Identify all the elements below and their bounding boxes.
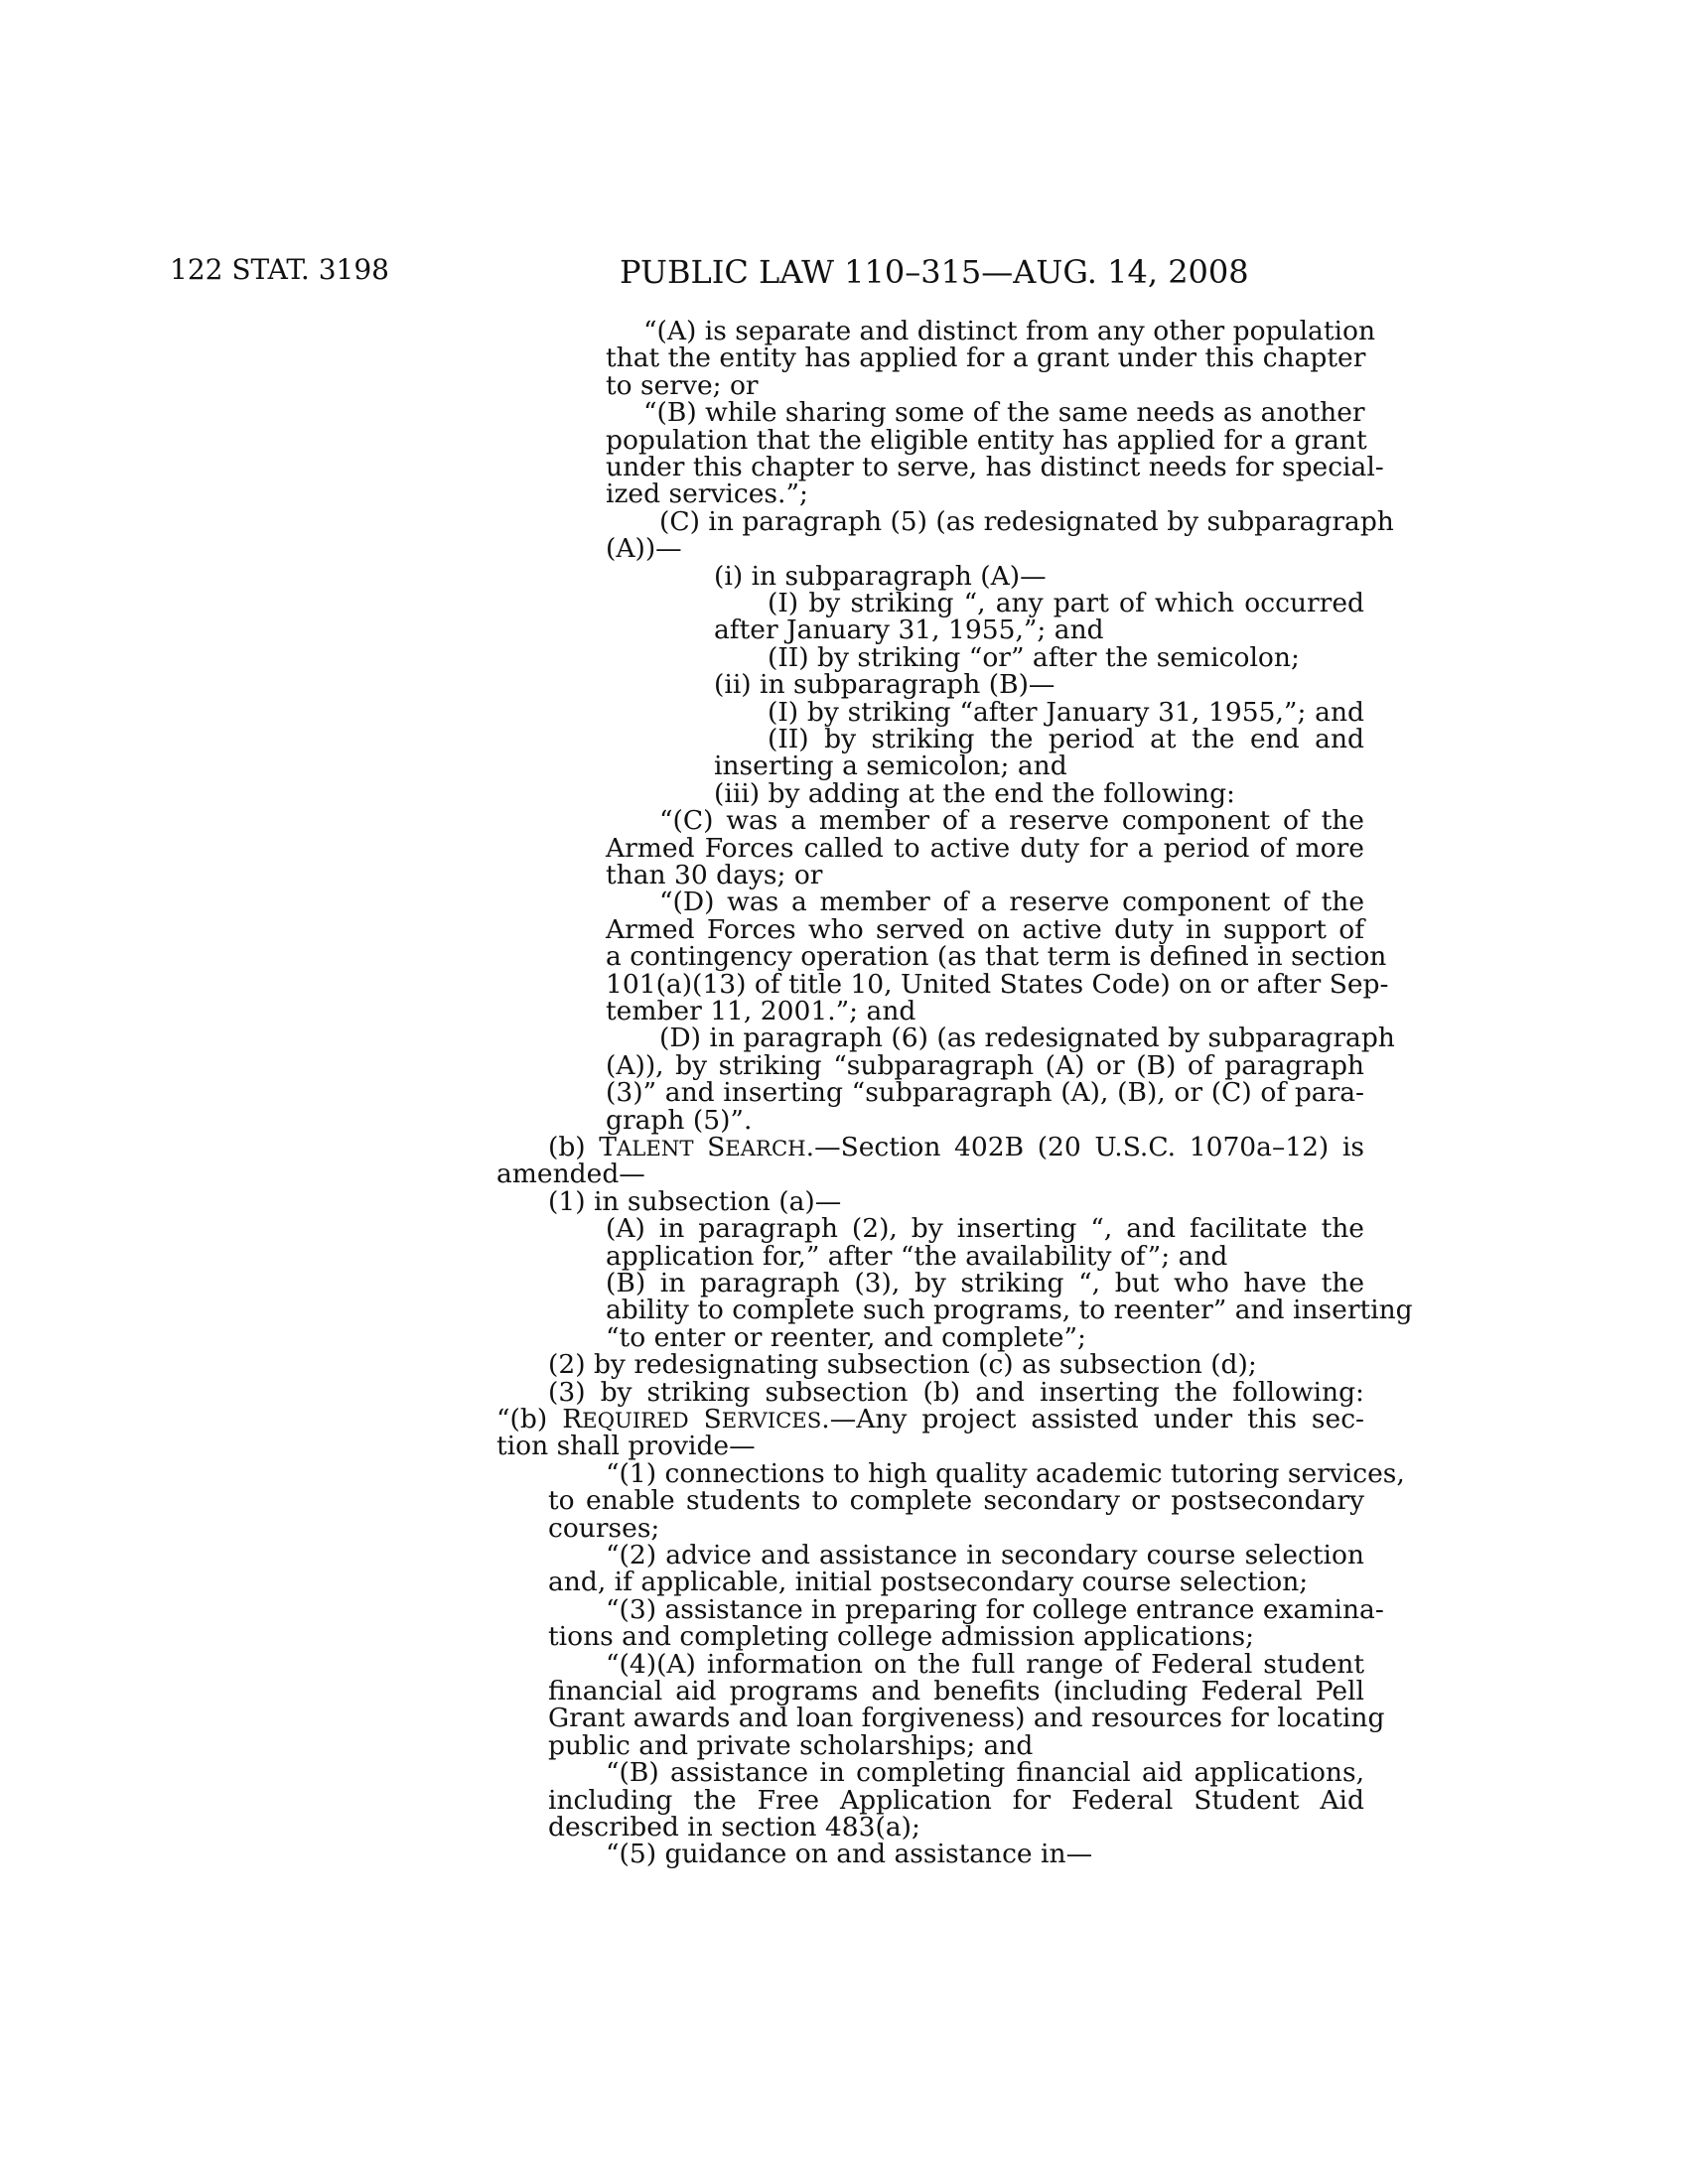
text-line: that the entity has applied for a grant under this chapter (606, 342, 1366, 374)
text-line: to enable students to complete secondary or postsecondary (548, 1485, 1364, 1517)
text-line: (2) by redesignating subsection (c) as subsection (d); (548, 1349, 1257, 1381)
text-line: graph (5)”. (606, 1104, 753, 1136)
running-head-public-law: PUBLIC LAW 110–315—AUG. 14, 2008 (620, 253, 1249, 291)
text-line: “(D) was a member of a reserve component of the (659, 887, 1364, 918)
text-line: “(A) is separate and distinct from any other population (643, 316, 1376, 346)
text-line: (3)” and inserting “subparagraph (A), (B), or (C) of para- (606, 1077, 1364, 1109)
text-line: than 30 days; or (606, 860, 823, 890)
text-line: (iii) by adding at the end the following: (714, 777, 1235, 809)
text-line: described in section 483(a); (548, 1812, 920, 1843)
text-line: (II) by striking the period at the end and (768, 724, 1364, 754)
text-line: (A)), by striking “subparagraph (A) or (B) of paragraph (606, 1049, 1364, 1081)
text-line: “(5) guidance on and assistance in— (606, 1839, 1093, 1870)
text-line: “(B) while sharing some of the same needs as another (643, 397, 1365, 429)
text-line: (b) TALENT SEARCH.—Section 402B (20 U.S.C. 1070a–12) is (548, 1132, 1364, 1162)
text-line: ized services.”; (606, 478, 808, 510)
text-line: inserting a semicolon; and (714, 751, 1067, 782)
text-line: ability to complete such programs, to reenter” and inserting (606, 1295, 1413, 1326)
text-line: (1) in subsection (a)— (548, 1185, 842, 1217)
text-line: including the Free Application for Federal Student Aid (548, 1784, 1364, 1816)
text-line: public and private scholarships; and (548, 1729, 1034, 1761)
text-line: Armed Forces called to active duty for a period of more (606, 832, 1364, 864)
text-line: “(2) advice and assistance in secondary course selection (606, 1540, 1364, 1570)
text-line: financial aid programs and benefits (including Federal Pell (548, 1676, 1364, 1706)
text-line: “(b) REQUIRED SERVICES.—Any project assisted under this sec- (496, 1404, 1364, 1434)
text-line: a contingency operation (as that term is defined in section (606, 941, 1387, 973)
text-line: “(B) assistance in completing financial aid applications, (606, 1757, 1364, 1789)
text-line: after January 31, 1955,”; and (714, 614, 1104, 646)
text-line: population that the eligible entity has applied for a grant (606, 424, 1367, 456)
text-line: (I) by striking “, any part of which occurred (768, 588, 1364, 618)
text-line: (C) in paragraph (5) (as redesignated by subparagraph (659, 505, 1394, 537)
text-line: tions and completing college admission applications; (548, 1621, 1255, 1653)
text-line: Armed Forces who served on active duty in support of (606, 913, 1364, 945)
text-line: (D) in paragraph (6) (as redesignated by subparagraph (659, 1023, 1395, 1054)
text-line: 101(a)(13) of title 10, United States Code) on or after Sep- (606, 968, 1389, 1000)
statute-page-number: 122 STAT. 3198 (170, 253, 389, 286)
text-line: “(C) was a member of a reserve component of the (659, 805, 1364, 837)
text-line: (i) in subparagraph (A)— (714, 560, 1047, 592)
text-line: application for,” after “the availability of”; and (606, 1240, 1228, 1272)
text-line: “(4)(A) information on the full range of Federal student (606, 1648, 1364, 1680)
text-line: courses; (548, 1512, 660, 1544)
text-line: “to enter or reenter, and complete”; (606, 1321, 1086, 1353)
text-line: (B) in paragraph (3), by striking “, but who have the (606, 1268, 1364, 1298)
text-line: (A))— (606, 533, 682, 565)
text-line: under this chapter to serve, has distinct needs for special- (606, 452, 1384, 482)
text-line: tember 11, 2001.”; and (606, 996, 916, 1026)
text-line: “(3) assistance in preparing for college entrance examina- (606, 1593, 1384, 1625)
text-line: (3) by striking subsection (b) and inserting the following: (548, 1376, 1364, 1408)
text-line: to serve; or (606, 369, 759, 401)
text-line: and, if applicable, initial postsecondary course selection; (548, 1567, 1309, 1598)
text-line: “(1) connections to high quality academic tutoring services, (606, 1457, 1405, 1489)
text-line: (A) in paragraph (2), by inserting “, and facilitate the (606, 1213, 1364, 1245)
text-line: (I) by striking “after January 31, 1955,”; and (768, 696, 1364, 728)
page-header (0, 253, 1688, 293)
text-line: amended— (496, 1159, 645, 1190)
text-line: (II) by striking “or” after the semicolon; (768, 641, 1300, 673)
text-line: tion shall provide— (496, 1431, 756, 1462)
text-line: Grant awards and loan forgiveness) and resources for locating (548, 1703, 1385, 1734)
text-line: (ii) in subparagraph (B)— (714, 669, 1055, 701)
